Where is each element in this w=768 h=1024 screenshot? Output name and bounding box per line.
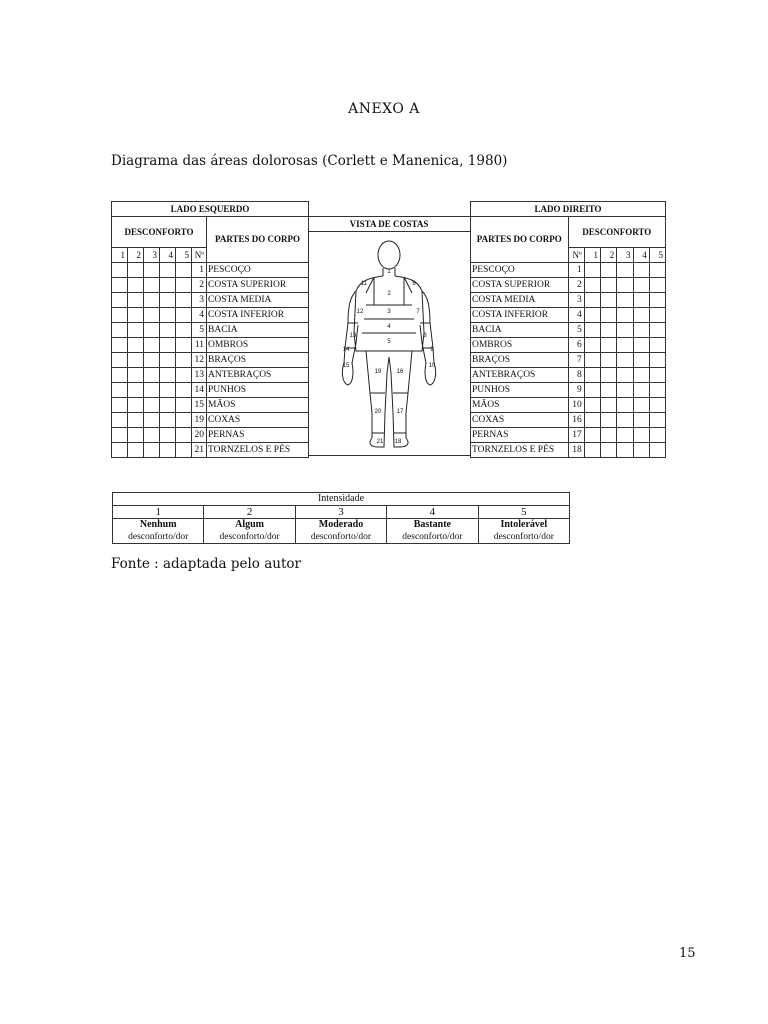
discomfort-check-cell — [160, 323, 176, 338]
body-region-label: 20 — [374, 409, 382, 415]
intensity-level-name: Moderado — [295, 519, 386, 532]
left-table-body — [112, 263, 309, 458]
discomfort-check-cell — [617, 293, 633, 308]
discomfort-check-cell — [617, 263, 633, 278]
table-row — [112, 368, 309, 383]
table-row — [112, 353, 309, 368]
table-row — [112, 398, 309, 413]
intensity-level-name: Algum — [204, 519, 295, 532]
intensity-level-description: desconforto/dor — [295, 531, 386, 544]
table-row — [112, 428, 309, 443]
body-part-name: COSTA SUPERIOR — [471, 278, 569, 293]
body-part-number: 7 — [568, 353, 584, 368]
table-row — [112, 413, 309, 428]
body-region-label: 17 — [396, 409, 404, 415]
level-header: 1 — [112, 248, 128, 263]
discomfort-check-cell — [160, 308, 176, 323]
body-part-name: ANTEBRAÇOS — [471, 368, 569, 383]
page-number: 15 — [679, 946, 696, 961]
discomfort-check-cell — [144, 383, 160, 398]
discomfort-check-cell — [649, 413, 665, 428]
discomfort-check-cell — [633, 398, 649, 413]
intensity-level-name: Nenhum — [113, 519, 204, 532]
body-region-label: 16 — [396, 369, 404, 375]
body-part-name: PUNHOS — [471, 383, 569, 398]
discomfort-check-cell — [617, 323, 633, 338]
discomfort-check-cell — [633, 323, 649, 338]
body-part-number: 4 — [568, 308, 584, 323]
body-part-name: BRAÇOS — [207, 353, 309, 368]
discomfort-check-cell — [633, 383, 649, 398]
discomfort-check-cell — [176, 368, 192, 383]
body-part-name: PESCOÇO — [207, 263, 309, 278]
discomfort-check-cell — [633, 263, 649, 278]
level-header: 1 — [584, 248, 600, 263]
discomfort-check-cell — [128, 278, 144, 293]
body-part-number: 3 — [192, 293, 207, 308]
discomfort-check-cell — [601, 413, 617, 428]
right-side-table — [470, 201, 666, 458]
discomfort-check-cell — [112, 413, 128, 428]
level-header: 4 — [633, 248, 649, 263]
discomfort-check-cell — [144, 368, 160, 383]
body-part-name: PERNAS — [471, 428, 569, 443]
discomfort-check-cell — [633, 443, 649, 458]
body-part-name: BACIA — [471, 323, 569, 338]
discomfort-check-cell — [617, 428, 633, 443]
number-header: Nº — [192, 248, 207, 263]
body-part-name: COXAS — [471, 413, 569, 428]
discomfort-check-cell — [649, 383, 665, 398]
table-row — [471, 278, 666, 293]
discomfort-check-cell — [584, 338, 600, 353]
body-part-name: COSTA INFERIOR — [207, 308, 309, 323]
discomfort-check-cell — [144, 278, 160, 293]
level-header: 4 — [160, 248, 176, 263]
annex-heading: ANEXO A — [348, 101, 420, 117]
discomfort-check-cell — [176, 263, 192, 278]
body-part-number: 10 — [568, 398, 584, 413]
discomfort-check-cell — [584, 308, 600, 323]
discomfort-check-cell — [601, 398, 617, 413]
discomfort-check-cell — [176, 353, 192, 368]
discomfort-check-cell — [601, 383, 617, 398]
table-row — [112, 263, 309, 278]
discomfort-check-cell — [601, 263, 617, 278]
discomfort-check-cell — [617, 443, 633, 458]
intensity-level-number: 5 — [478, 506, 569, 519]
discomfort-check-cell — [584, 443, 600, 458]
discomfort-check-cell — [160, 278, 176, 293]
discomfort-check-cell — [584, 353, 600, 368]
discomfort-check-cell — [633, 338, 649, 353]
discomfort-check-cell — [601, 293, 617, 308]
body-part-name: ANTEBRAÇOS — [207, 368, 309, 383]
body-region-label: 8 — [423, 333, 427, 339]
discomfort-check-cell — [128, 428, 144, 443]
body-region-label: 18 — [394, 439, 402, 445]
discomfort-check-cell — [112, 293, 128, 308]
discomfort-check-cell — [128, 308, 144, 323]
body-region-label: 4 — [387, 324, 391, 330]
discomfort-check-cell — [601, 353, 617, 368]
discomfort-check-cell — [617, 398, 633, 413]
left-side-table — [111, 201, 309, 458]
discomfort-check-cell — [144, 308, 160, 323]
discomfort-check-cell — [176, 398, 192, 413]
level-header: 2 — [601, 248, 617, 263]
table-row — [471, 413, 666, 428]
table-row — [471, 323, 666, 338]
discomfort-check-cell — [128, 263, 144, 278]
body-part-name: COXAS — [207, 413, 309, 428]
discomfort-check-cell — [633, 428, 649, 443]
discomfort-check-cell — [176, 293, 192, 308]
body-part-number: 1 — [568, 263, 584, 278]
table-row — [112, 308, 309, 323]
discomfort-check-cell — [112, 383, 128, 398]
discomfort-check-cell — [160, 338, 176, 353]
discomfort-check-cell — [144, 323, 160, 338]
discomfort-check-cell — [617, 308, 633, 323]
body-part-name: PERNAS — [207, 428, 309, 443]
discomfort-check-cell — [112, 338, 128, 353]
discomfort-check-cell — [601, 338, 617, 353]
table-row — [471, 263, 666, 278]
table-row — [112, 443, 309, 458]
discomfort-check-cell — [128, 293, 144, 308]
discomfort-check-cell — [633, 293, 649, 308]
body-region-label: 5 — [387, 339, 391, 345]
discomfort-check-cell — [633, 353, 649, 368]
discomfort-check-cell — [649, 278, 665, 293]
discomfort-check-cell — [617, 278, 633, 293]
discomfort-check-cell — [112, 323, 128, 338]
discomfort-check-cell — [649, 398, 665, 413]
discomfort-check-cell — [128, 383, 144, 398]
discomfort-check-cell — [160, 353, 176, 368]
discomfort-check-cell — [584, 263, 600, 278]
discomfort-check-cell — [649, 353, 665, 368]
body-part-number: 5 — [192, 323, 207, 338]
discomfort-check-cell — [649, 428, 665, 443]
table-row — [471, 383, 666, 398]
back-view-body-figure — [308, 233, 470, 455]
intensity-level-description: desconforto/dor — [113, 531, 204, 544]
table-row — [471, 443, 666, 458]
table-row — [112, 293, 309, 308]
discomfort-check-cell — [160, 368, 176, 383]
left-discomfort-header: DESCONFORTO — [112, 217, 207, 248]
body-region-label: 1 — [387, 269, 391, 275]
discomfort-check-cell — [601, 323, 617, 338]
right-parts-header: PARTES DO CORPO — [471, 217, 569, 263]
intensity-level-name: Intolerável — [478, 519, 569, 532]
discomfort-check-cell — [601, 308, 617, 323]
level-header: 5 — [176, 248, 192, 263]
body-part-number: 20 — [192, 428, 207, 443]
body-part-name: COSTA SUPERIOR — [207, 278, 309, 293]
body-region-label: 21 — [376, 439, 384, 445]
body-region-label: 2 — [387, 291, 391, 297]
right-discomfort-header: DESCONFORTO — [568, 217, 666, 248]
body-part-name: TORNZELOS E PÉS — [471, 443, 569, 458]
discomfort-check-cell — [144, 413, 160, 428]
intensity-level-number: 3 — [295, 506, 386, 519]
discomfort-check-cell — [584, 413, 600, 428]
intensity-level-number: 2 — [204, 506, 295, 519]
body-part-name: COSTA INFERIOR — [471, 308, 569, 323]
discomfort-check-cell — [144, 398, 160, 413]
discomfort-check-cell — [112, 263, 128, 278]
body-region-label: 13 — [349, 333, 357, 339]
region-lines — [342, 277, 433, 433]
discomfort-check-cell — [584, 383, 600, 398]
discomfort-check-cell — [144, 443, 160, 458]
body-part-number: 21 — [192, 443, 207, 458]
body-region-label: 7 — [416, 309, 420, 315]
body-part-name: BACIA — [207, 323, 309, 338]
discomfort-check-cell — [112, 368, 128, 383]
body-region-label: 19 — [374, 369, 382, 375]
discomfort-check-cell — [160, 263, 176, 278]
body-region-label: 10 — [428, 363, 436, 369]
right-table-body — [471, 263, 666, 458]
head-outline — [378, 241, 400, 269]
intensity-level-description: desconforto/dor — [387, 531, 478, 544]
left-table-title: LADO ESQUERDO — [112, 202, 309, 217]
discomfort-check-cell — [633, 278, 649, 293]
body-part-number: 12 — [192, 353, 207, 368]
discomfort-check-cell — [633, 413, 649, 428]
body-part-number: 11 — [192, 338, 207, 353]
discomfort-check-cell — [160, 413, 176, 428]
body-part-name: BRAÇOS — [471, 353, 569, 368]
body-region-label: 9 — [430, 347, 434, 353]
discomfort-check-cell — [160, 383, 176, 398]
discomfort-check-cell — [649, 338, 665, 353]
discomfort-check-cell — [176, 278, 192, 293]
body-part-number: 2 — [192, 278, 207, 293]
body-region-label: 15 — [342, 363, 350, 369]
body-part-number: 6 — [568, 338, 584, 353]
discomfort-check-cell — [144, 263, 160, 278]
intensity-level-number: 4 — [387, 506, 478, 519]
discomfort-check-cell — [144, 353, 160, 368]
discomfort-check-cell — [649, 263, 665, 278]
body-part-name: MÃOS — [207, 398, 309, 413]
body-part-number: 19 — [192, 413, 207, 428]
table-row — [112, 383, 309, 398]
intensity-scale-table — [112, 492, 570, 544]
discomfort-check-cell — [112, 278, 128, 293]
intensity-level-description: desconforto/dor — [204, 531, 295, 544]
table-row — [112, 338, 309, 353]
body-part-number: 14 — [192, 383, 207, 398]
body-region-label: 3 — [387, 309, 391, 315]
body-part-number: 8 — [568, 368, 584, 383]
discomfort-check-cell — [144, 338, 160, 353]
table-row — [471, 353, 666, 368]
body-region-label: 6 — [412, 281, 416, 287]
discomfort-check-cell — [649, 308, 665, 323]
discomfort-check-cell — [160, 443, 176, 458]
body-part-name: MÃOS — [471, 398, 569, 413]
intensity-level-description: desconforto/dor — [478, 531, 569, 544]
body-part-name: PESCOÇO — [471, 263, 569, 278]
discomfort-check-cell — [617, 383, 633, 398]
table-row — [471, 338, 666, 353]
discomfort-check-cell — [617, 413, 633, 428]
discomfort-check-cell — [176, 323, 192, 338]
body-part-number: 3 — [568, 293, 584, 308]
source-note: Fonte : adaptada pelo autor — [111, 556, 301, 572]
discomfort-check-cell — [617, 368, 633, 383]
body-part-name: OMBROS — [207, 338, 309, 353]
discomfort-check-cell — [633, 368, 649, 383]
discomfort-check-cell — [176, 308, 192, 323]
level-header: 3 — [144, 248, 160, 263]
discomfort-check-cell — [633, 308, 649, 323]
body-part-number: 13 — [192, 368, 207, 383]
body-part-number: 5 — [568, 323, 584, 338]
right-table-title: LADO DIREITO — [471, 202, 666, 217]
body-part-number: 9 — [568, 383, 584, 398]
table-row — [112, 278, 309, 293]
body-region-label: 12 — [356, 309, 364, 315]
body-part-name: TORNZELOS E PÉS — [207, 443, 309, 458]
number-header: Nº — [568, 248, 584, 263]
table-row — [471, 293, 666, 308]
body-part-number: 18 — [568, 443, 584, 458]
discomfort-check-cell — [601, 428, 617, 443]
discomfort-check-cell — [128, 353, 144, 368]
level-header: 3 — [617, 248, 633, 263]
discomfort-check-cell — [112, 428, 128, 443]
discomfort-check-cell — [128, 323, 144, 338]
discomfort-check-cell — [160, 398, 176, 413]
discomfort-check-cell — [584, 428, 600, 443]
table-row — [471, 428, 666, 443]
discomfort-check-cell — [617, 353, 633, 368]
discomfort-check-cell — [601, 443, 617, 458]
discomfort-check-cell — [112, 308, 128, 323]
discomfort-check-cell — [649, 368, 665, 383]
discomfort-check-cell — [128, 398, 144, 413]
table-row — [471, 398, 666, 413]
body-part-number: 1 — [192, 263, 207, 278]
discomfort-check-cell — [176, 338, 192, 353]
discomfort-check-cell — [128, 368, 144, 383]
discomfort-check-cell — [649, 323, 665, 338]
discomfort-check-cell — [128, 443, 144, 458]
discomfort-check-cell — [128, 413, 144, 428]
body-diagram-panel — [308, 216, 470, 456]
left-parts-header: PARTES DO CORPO — [207, 217, 309, 263]
body-part-name: PUNHOS — [207, 383, 309, 398]
body-part-name: COSTA MEDIA — [471, 293, 569, 308]
body-region-label: 11 — [360, 281, 368, 287]
discomfort-check-cell — [176, 443, 192, 458]
body-diagram-title: VISTA DE COSTAS — [308, 217, 470, 232]
discomfort-check-cell — [160, 428, 176, 443]
discomfort-check-cell — [112, 398, 128, 413]
intensity-level-name: Bastante — [387, 519, 478, 532]
discomfort-check-cell — [584, 398, 600, 413]
body-part-number: 17 — [568, 428, 584, 443]
discomfort-check-cell — [144, 428, 160, 443]
discomfort-check-cell — [112, 443, 128, 458]
discomfort-check-cell — [584, 323, 600, 338]
discomfort-check-cell — [112, 353, 128, 368]
discomfort-check-cell — [649, 443, 665, 458]
body-part-number: 4 — [192, 308, 207, 323]
body-region-label: 14 — [342, 347, 350, 353]
level-header: 2 — [128, 248, 144, 263]
body-part-number: 16 — [568, 413, 584, 428]
discomfort-check-cell — [617, 338, 633, 353]
discomfort-check-cell — [176, 428, 192, 443]
discomfort-check-cell — [144, 293, 160, 308]
level-header: 5 — [649, 248, 665, 263]
body-part-number: 2 — [568, 278, 584, 293]
discomfort-check-cell — [176, 383, 192, 398]
discomfort-check-cell — [601, 368, 617, 383]
intensity-level-number: 1 — [113, 506, 204, 519]
discomfort-check-cell — [601, 278, 617, 293]
table-row — [471, 308, 666, 323]
intensity-title: Intensidade — [113, 493, 570, 506]
discomfort-check-cell — [584, 278, 600, 293]
body-part-number: 15 — [192, 398, 207, 413]
body-part-name: OMBROS — [471, 338, 569, 353]
discomfort-check-cell — [128, 338, 144, 353]
discomfort-check-cell — [176, 413, 192, 428]
diagram-caption: Diagrama das áreas dolorosas (Corlett e Manenica, 1980) — [111, 153, 508, 169]
body-part-name: COSTA MEDIA — [207, 293, 309, 308]
discomfort-check-cell — [584, 293, 600, 308]
discomfort-check-cell — [160, 293, 176, 308]
discomfort-check-cell — [584, 368, 600, 383]
table-row — [471, 368, 666, 383]
table-row — [112, 323, 309, 338]
discomfort-check-cell — [649, 293, 665, 308]
